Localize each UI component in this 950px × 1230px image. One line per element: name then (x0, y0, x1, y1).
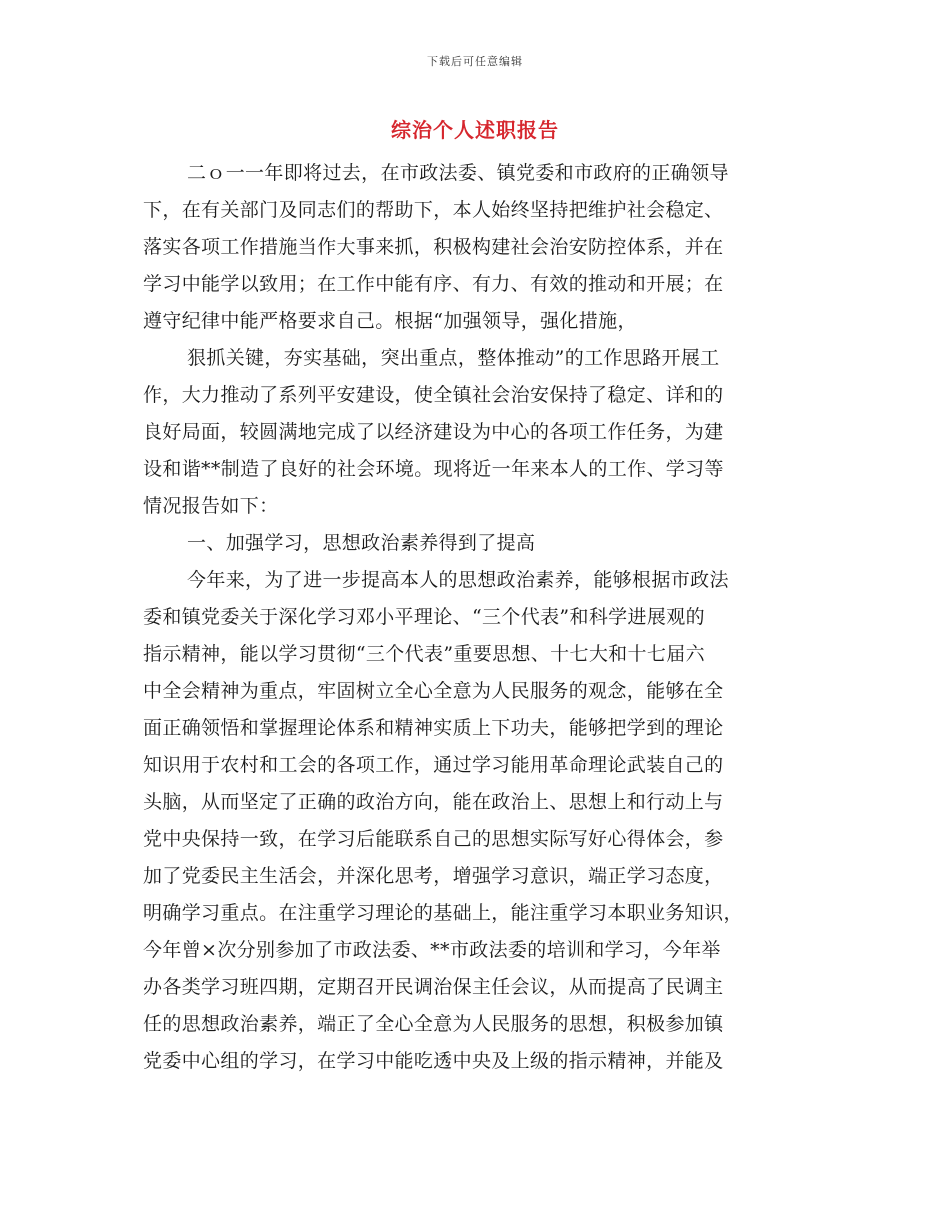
paragraph-line: 作，大力推动了系列平安建设，使全镇社会治安保持了稳定、详和的 (143, 384, 724, 406)
paragraph-line: 办各类学习班四期，定期召开民调治保主任会议，从而提高了民调主 (143, 976, 724, 998)
paragraph-line: 下，在有关部门及同志们的帮助下，本人始终坚持把维护社会稳定、 (143, 199, 724, 221)
paragraph-line: 面正确领悟和掌握理论体系和精神实质上下功夫，能够把学到的理论 (143, 717, 724, 739)
paragraph-line: 情况报告如下： (143, 495, 279, 517)
paragraph-line: 良好局面，较圆满地完成了以经济建设为中心的各项工作任务，为建 (143, 421, 724, 443)
paragraph-line: 委和镇党委关于深化学习邓小平理论、“三个代表”和科学进展观的 (143, 606, 705, 628)
paragraph-line: 二ｏ一一年即将过去，在市政法委、镇党委和市政府的正确领导 (187, 162, 729, 184)
paragraph-line: 加了党委民主生活会，并深化思考，增强学习意识，端正学习态度， (143, 865, 724, 887)
document-body (143, 155, 803, 1080)
paragraph-line: 遵守纪律中能严格要求自己。根据“加强领导，强化措施， (143, 310, 637, 332)
paragraph-line: 学习中能学以致用；在工作中能有序、有力、有效的推动和开展；在 (143, 273, 724, 295)
section-heading: 一、加强学习，思想政治素养得到了提高 (187, 532, 536, 554)
paragraph-line: 中全会精神为重点，牢固树立全心全意为人民服务的观念，能够在全 (143, 680, 724, 702)
paragraph-line: 头脑，从而坚定了正确的政治方向，能在政治上、思想上和行动上与 (143, 791, 724, 813)
paragraph-line: 党委中心组的学习，在学习中能吃透中央及上级的指示精神，并能及 (143, 1050, 724, 1072)
header-note: 下载后可任意编辑 (427, 55, 523, 68)
paragraph-line: 党中央保持一致，在学习后能联系自己的思想实际写好心得体会，参 (143, 828, 724, 850)
paragraph-line: 知识用于农村和工会的各项工作，通过学习能用革命理论武装自己的 (143, 754, 724, 776)
paragraph-line: 落实各项工作措施当作大事来抓，积极构建社会治安防控体系，并在 (143, 236, 724, 258)
paragraph-line: 任的思想政治素养，端正了全心全意为人民服务的思想，积极参加镇 (143, 1013, 724, 1035)
paragraph-line: 今年曾×次分别参加了市政法委、**市政法委的培训和学习，今年举 (143, 939, 721, 961)
paragraph-line: 设和谐**制造了良好的社会环境。现将近一年来本人的工作、学习等 (143, 458, 724, 480)
paragraph-line: 狠抓关键，夯实基础，突出重点，整体推动”的工作思路开展工 (187, 347, 720, 369)
paragraph-line: 今年来，为了进一步提高本人的思想政治素养，能够根据市政法 (187, 569, 729, 591)
paragraph-line: 明确学习重点。在注重学习理论的基础上，能注重学习本职业务知识， (143, 902, 743, 924)
document-title: 综治个人述职报告 (391, 118, 559, 142)
paragraph-line: 指示精神，能以学习贯彻“三个代表”重要思想、十七大和十七届六 (143, 643, 705, 665)
